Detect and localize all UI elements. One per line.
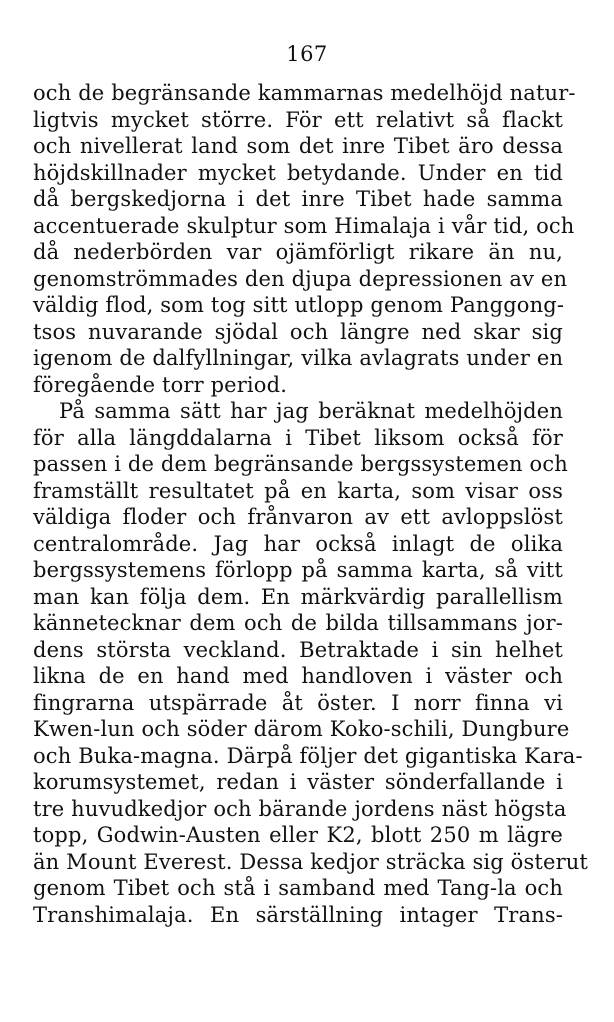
text-line: genomströmmades den djupa depressionen av en	[33, 266, 568, 291]
text-line: än Mount Everest. Dessa kedjor sträcka sig österut	[33, 849, 589, 874]
text-line: tsos nuvarande sjödal och längre ned skar sig	[33, 319, 563, 344]
text-line: kännetecknar dem och de bilda tillsammans jor-	[33, 611, 563, 635]
text-line: Transhimalaja. En särställning intager Trans-	[33, 902, 563, 927]
text-line: väldig flod, som tog sitt utlopp genom Panggong-	[33, 293, 565, 317]
text-line: då bergskedjorna i det inre Tibet hade samma	[33, 187, 563, 211]
text-line: väldiga floder och frånvaron av ett avloppslöst	[33, 505, 563, 529]
text-line: centralområde. Jag har också inlagt de olika	[33, 531, 563, 556]
text-line: fingrarna utspärrade åt öster. I norr finna vi	[33, 690, 563, 715]
text-line: passen i de dem begränsande bergssystemen och	[33, 452, 568, 476]
text-line: bergssystemens förlopp på samma karta, så vitt	[33, 558, 563, 582]
text-line: framställt resultatet på en karta, som visar oss	[33, 478, 563, 503]
text-line: topp, Godwin-Austen eller K2, blott 250 m lägre	[33, 823, 563, 847]
text-line: Kwen-lun och söder därom Koko-schili, Dungbure	[33, 717, 570, 741]
text-line: höjdskillnader mycket betydande. Under en tid	[33, 160, 563, 185]
text-line: korumsystemet, redan i väster sönderfallande i	[33, 770, 563, 794]
text-line: igenom de dalfyllningar, vilka avlagrats under en	[33, 346, 564, 370]
text-line: dens största veckland. Betraktade i sin helhet	[33, 637, 563, 662]
text-line: tre huvudkedjor och bärande jordens näst högsta	[33, 796, 567, 821]
text-line: accentuerade skulptur som Himalaja i vår tid, och	[33, 213, 575, 238]
text-line: likna de en hand med handloven i väster och	[33, 664, 563, 688]
text-line: ligtvis mycket större. För ett relativt så flackt	[33, 107, 563, 132]
text-line: genom Tibet och stå i samband med Tang-la och	[33, 876, 563, 900]
text-line: för alla längddalarna i Tibet liksom också för	[33, 425, 563, 450]
text-line: och Buka-magna. Därpå följer det gigantiska Kara-	[33, 743, 583, 768]
paragraph-end-line: föregående torr period.	[33, 372, 288, 397]
text-line: då nederbörden var ojämförligt rikare än nu,	[33, 240, 563, 264]
body-text	[33, 80, 589, 928]
text-line: man kan följa dem. En märkvärdig parallellism	[33, 584, 563, 609]
page-number: 167	[286, 42, 328, 66]
paragraph-start-line: På samma sätt har jag beräknat medelhöjden	[59, 399, 563, 423]
text-line: och de begränsande kammarnas medelhöjd natur-	[33, 81, 576, 105]
text-line: och nivellerat land som det inre Tibet äro dessa	[33, 134, 563, 158]
